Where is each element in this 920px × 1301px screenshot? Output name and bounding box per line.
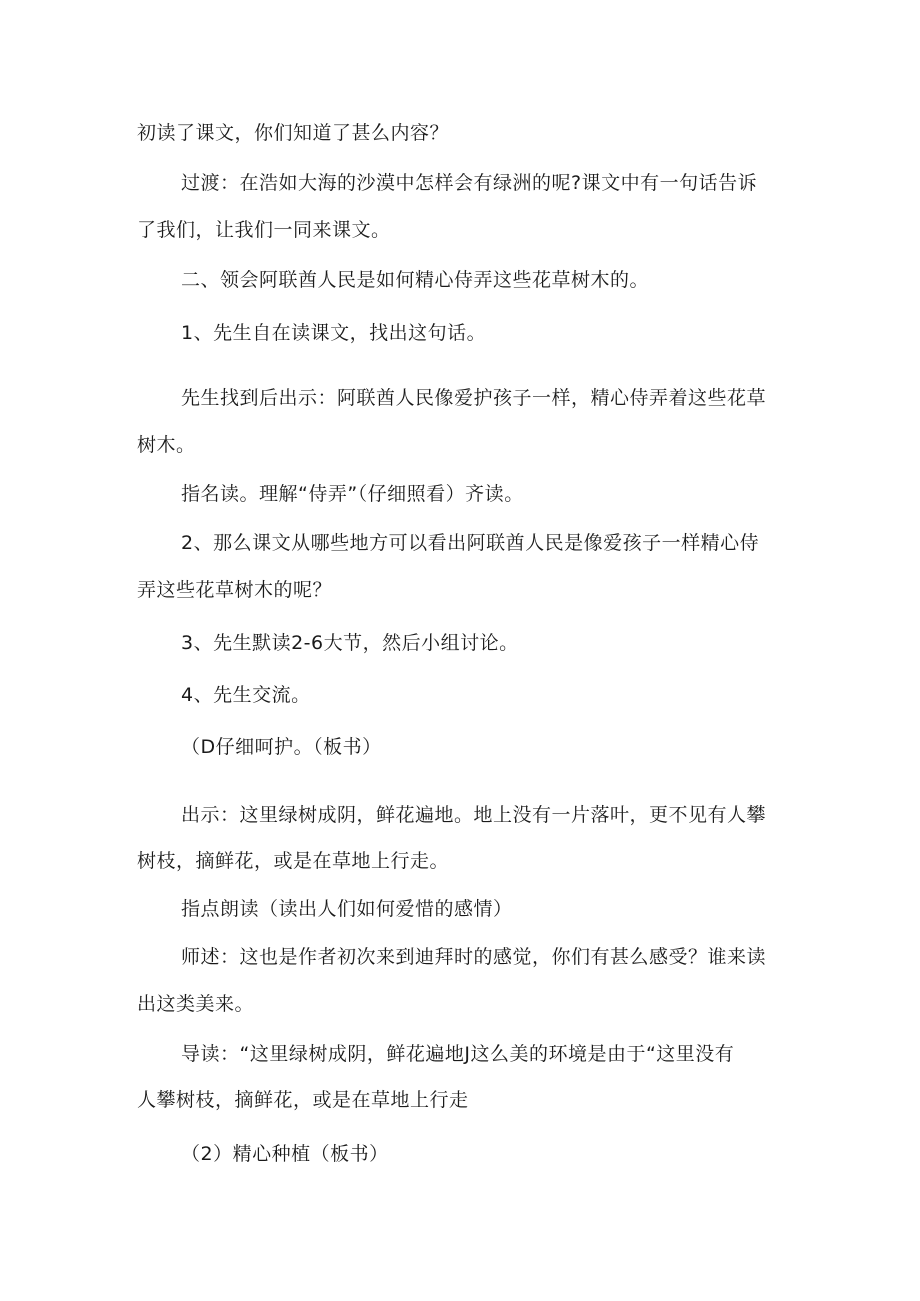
paragraph-line-8: 指名读。理解“侍弄”（仔细照看）齐读。 [181, 483, 524, 505]
step-4: 4、先生交流。 [181, 684, 311, 706]
paragraph-line-17: 师述：这也是作者初次来到迪拜时的感觉，你们有甚么感受？谁来读 [181, 946, 767, 968]
step-1: 1、先生自在读课文，找出这句话。 [181, 322, 487, 344]
section-heading-2: 二、领会阿联酋人民是如何精心侍弄这些花草树木的。 [181, 269, 650, 291]
paragraph-line-16: 指点朗读（读出人们如何爱惜的感情） [181, 898, 513, 920]
board-note-2: （2）精心种植（板书） [181, 1143, 389, 1165]
board-note-1: （D仔细呵护。（板书） [181, 736, 382, 758]
paragraph-line-3: 了我们，让我们一同来课文。 [137, 219, 391, 241]
paragraph-line-15: 树枝，摘鲜花，或是在草地上行走。 [137, 850, 450, 872]
step-2-line-2: 弄这些花草树木的呢？ [137, 579, 333, 601]
step-2-line-1: 2、那么课文从哪些地方可以看出阿联酋人民是像爱孩子一样精心侍 [181, 532, 760, 554]
paragraph-line-6: 先生找到后出示：阿联酋人民像爱护孩子一样，精心侍弄着这些花草 [181, 387, 767, 409]
paragraph-line-20: 人攀树枝，摘鲜花，或是在草地上行走 [137, 1089, 469, 1111]
paragraph-line-18: 出这类美来。 [137, 993, 255, 1015]
step-3: 3、先生默读2-6大节，然后小组讨论。 [181, 632, 519, 654]
paragraph-line-2: 过渡：在浩如大海的沙漠中怎样会有绿洲的呢?课文中有一句话告诉 [181, 172, 758, 194]
paragraph-line-1: 初读了课文，你们知道了甚么内容？ [137, 122, 450, 144]
paragraph-line-7: 树木。 [137, 434, 196, 456]
paragraph-line-19: 导读：“这里绿树成阴，鲜花遍地J这么美的环境是由于“这里没有 [181, 1043, 735, 1065]
paragraph-line-14: 出示：这里绿树成阴，鲜花遍地。地上没有一片落叶，更不见有人攀 [181, 804, 767, 826]
